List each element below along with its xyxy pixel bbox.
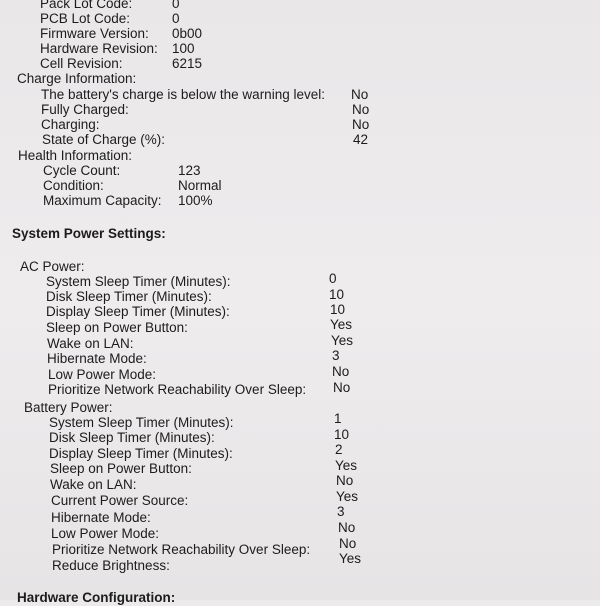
bat-system-sleep-timer-label: System Sleep Timer (Minutes): (49, 415, 234, 430)
charging-label: Charging: (41, 117, 100, 132)
condition-value: Normal (178, 178, 222, 193)
condition-label: Condition: (43, 178, 104, 193)
bat-current-power-source-value: Yes (336, 489, 359, 504)
bat-hibernate-mode-value: 3 (337, 504, 345, 519)
bat-low-power-mode-value: No (338, 520, 356, 535)
firmware-version-label: Firmware Version: (40, 26, 149, 41)
cell-revision-value: 6215 (172, 56, 203, 71)
ac-wake-on-lan-label: Wake on LAN: (47, 336, 134, 351)
charge-warning-value: No (351, 87, 369, 102)
hardware-revision-value: 100 (172, 41, 195, 56)
bat-reduce-brightness-label: Reduce Brightness: (52, 558, 170, 573)
ac-wake-on-lan-value: Yes (331, 333, 354, 348)
ac-low-power-mode-value: No (332, 364, 350, 379)
cell-revision-label: Cell Revision: (40, 56, 123, 71)
system-power-settings-title: System Power Settings: (12, 226, 166, 241)
ac-hibernate-mode-value: 3 (332, 348, 340, 363)
ac-display-sleep-timer-value: 10 (330, 302, 346, 317)
ac-system-sleep-timer-label: System Sleep Timer (Minutes): (46, 274, 231, 289)
cycle-count-label: Cycle Count: (43, 163, 121, 178)
pcb-lot-code-value: 0 (172, 11, 180, 26)
battery-power-header: Battery Power: (24, 400, 113, 415)
bat-wake-on-lan-value: No (336, 473, 354, 488)
ac-display-sleep-timer-label: Display Sleep Timer (Minutes): (46, 304, 230, 319)
pack-lot-code-value: 0 (172, 0, 180, 11)
maximum-capacity-value: 100% (178, 193, 213, 208)
bat-disk-sleep-timer-value: 10 (334, 427, 350, 442)
bat-low-power-mode-label: Low Power Mode: (51, 526, 160, 541)
bat-sleep-on-power-button-value: Yes (335, 458, 358, 473)
ac-prioritize-network-label: Prioritize Network Reachability Over Sleep: (48, 382, 307, 397)
ac-hibernate-mode-label: Hibernate Mode: (47, 351, 147, 366)
bat-hibernate-mode-label: Hibernate Mode: (51, 510, 151, 525)
pcb-lot-code-label: PCB Lot Code: (40, 11, 131, 26)
bat-current-power-source-label: Current Power Source: (51, 493, 189, 508)
ac-prioritize-network-value: No (333, 380, 351, 395)
ac-low-power-mode-label: Low Power Mode: (48, 367, 157, 382)
ac-power-header: AC Power: (20, 259, 85, 274)
ac-sleep-on-power-button-label: Sleep on Power Button: (46, 320, 188, 335)
bat-display-sleep-timer-value: 2 (335, 442, 343, 457)
bat-display-sleep-timer-label: Display Sleep Timer (Minutes): (49, 446, 233, 461)
fully-charged-label: Fully Charged: (41, 102, 129, 117)
ac-sleep-on-power-button-value: Yes (330, 317, 353, 332)
ac-disk-sleep-timer-label: Disk Sleep Timer (Minutes): (46, 289, 212, 304)
firmware-version-value: 0b00 (172, 26, 203, 41)
cycle-count-value: 123 (178, 163, 201, 178)
fully-charged-value: No (352, 102, 370, 117)
bat-system-sleep-timer-value: 1 (334, 411, 342, 426)
bat-prioritize-network-label: Prioritize Network Reachability Over Sleep: (52, 542, 311, 557)
maximum-capacity-label: Maximum Capacity: (43, 193, 162, 208)
bat-disk-sleep-timer-label: Disk Sleep Timer (Minutes): (49, 430, 215, 445)
charge-warning-label: The battery's charge is below the warning level: (41, 87, 325, 102)
charge-information-header: Charge Information: (17, 71, 137, 86)
bat-prioritize-network-value: No (339, 536, 357, 551)
bat-reduce-brightness-value: Yes (339, 551, 362, 566)
charging-value: No (352, 117, 370, 132)
hardware-revision-label: Hardware Revision: (40, 41, 158, 56)
bat-sleep-on-power-button-label: Sleep on Power Button: (50, 461, 192, 476)
state-of-charge-label: State of Charge (%): (42, 132, 166, 147)
bat-wake-on-lan-label: Wake on LAN: (50, 477, 137, 492)
hardware-configuration-title: Hardware Configuration: (17, 590, 176, 605)
ac-system-sleep-timer-value: 0 (329, 271, 337, 286)
state-of-charge-value: 42 (353, 132, 369, 147)
ac-disk-sleep-timer-value: 10 (329, 287, 345, 302)
health-information-header: Health Information: (18, 148, 133, 163)
pack-lot-code-label: Pack Lot Code: (40, 0, 133, 11)
